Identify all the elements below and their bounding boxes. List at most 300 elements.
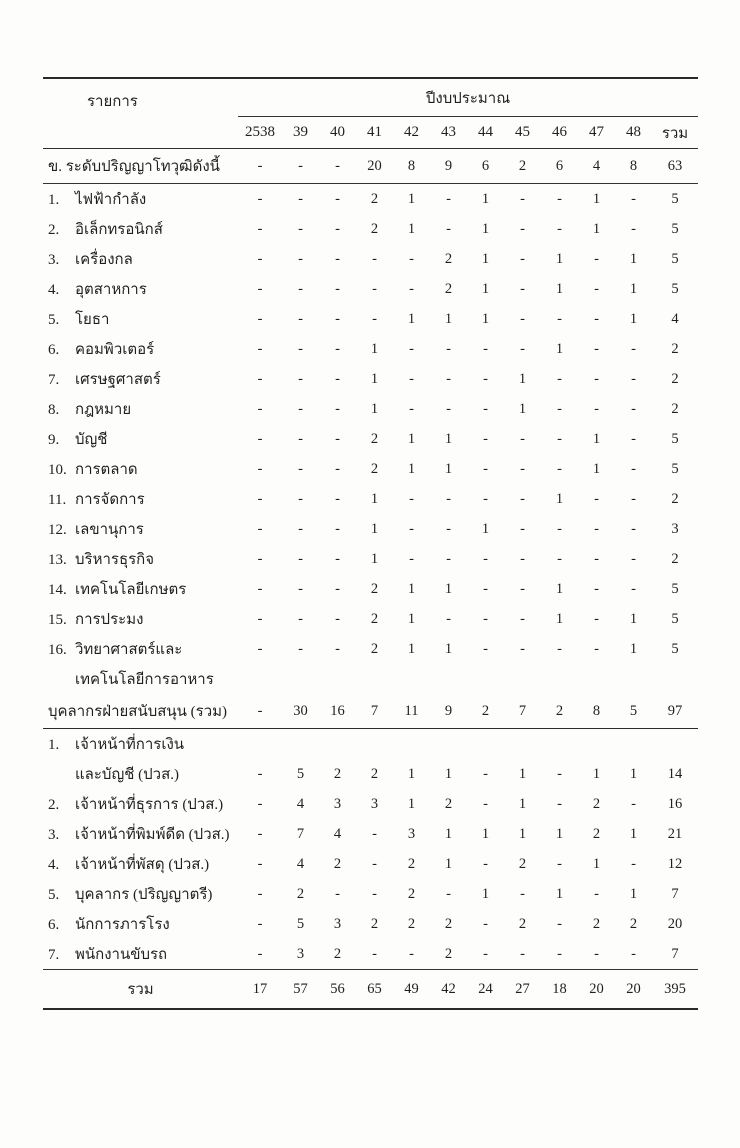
row-label bbox=[43, 274, 238, 304]
value-cell: 2 bbox=[592, 825, 601, 842]
value-cell: 8 bbox=[393, 149, 430, 184]
value-cell: - bbox=[409, 370, 414, 387]
value-cell: - bbox=[483, 370, 488, 387]
value-cell: 7 bbox=[296, 825, 305, 842]
value-cell: 2 bbox=[407, 915, 416, 932]
row-number: 16. bbox=[48, 642, 67, 658]
row-name: เลขานุการ bbox=[75, 522, 144, 538]
value-cell bbox=[238, 729, 282, 760]
value-cell: - bbox=[520, 280, 525, 297]
group-row bbox=[43, 694, 698, 729]
value-cell: - bbox=[520, 610, 525, 627]
value-cell: 5 bbox=[671, 460, 679, 477]
value-cell: - bbox=[298, 400, 303, 417]
value-cell: 7 bbox=[356, 694, 393, 729]
table-row bbox=[43, 849, 698, 879]
value-cell: - bbox=[631, 520, 636, 537]
value-cell: - bbox=[372, 945, 377, 962]
value-cell: 6 bbox=[541, 149, 578, 184]
value-cell: 2 bbox=[370, 190, 379, 207]
row-number: 3. bbox=[48, 252, 60, 268]
value-cell: 1 bbox=[629, 280, 638, 297]
row-number: 13. bbox=[48, 552, 67, 568]
value-cell: - bbox=[409, 490, 414, 507]
row-name: คอมพิวเตอร์ bbox=[75, 342, 155, 358]
value-cell: - bbox=[257, 430, 263, 447]
value-cell: 2 bbox=[629, 915, 638, 932]
value-cell bbox=[430, 664, 467, 694]
value-cell: 7 bbox=[671, 885, 679, 902]
row-name: บัญชี bbox=[75, 432, 108, 448]
value-cell: - bbox=[372, 855, 377, 872]
value-cell: 1 bbox=[407, 430, 416, 447]
value-cell bbox=[238, 664, 282, 694]
value-cell: - bbox=[335, 400, 340, 417]
value-cell: - bbox=[631, 430, 636, 447]
value-cell: 2 bbox=[444, 280, 453, 297]
value-cell: - bbox=[483, 640, 488, 657]
table-row bbox=[43, 574, 698, 604]
value-cell: - bbox=[335, 460, 340, 477]
value-cell: - bbox=[594, 250, 599, 267]
value-cell: 2 bbox=[518, 855, 527, 872]
value-cell: - bbox=[409, 550, 414, 567]
row-name: ข. ระดับปริญญาโทวุฒิดังนี้ bbox=[48, 159, 220, 175]
value-cell bbox=[430, 729, 467, 760]
value-cell: 4 bbox=[296, 855, 305, 872]
row-name: เศรษฐศาสตร์ bbox=[75, 372, 161, 388]
row-label bbox=[43, 819, 238, 849]
value-cell: - bbox=[594, 280, 599, 297]
value-cell: - bbox=[257, 765, 263, 782]
value-cell: - bbox=[520, 430, 525, 447]
value-cell: 11 bbox=[393, 694, 430, 729]
value-cell: 2 bbox=[296, 885, 305, 902]
value-cell: 2 bbox=[370, 430, 379, 447]
value-cell: 1 bbox=[370, 550, 379, 567]
row-label: และบัญชี (ปวส.) bbox=[75, 767, 179, 783]
row-name: ไฟฟ้ากำลัง bbox=[75, 192, 147, 208]
row-number: 1. bbox=[48, 192, 60, 208]
value-cell: - bbox=[257, 490, 263, 507]
value-cell: - bbox=[257, 310, 263, 327]
value-cell: 1 bbox=[481, 190, 490, 207]
value-cell: - bbox=[520, 550, 525, 567]
value-cell: - bbox=[557, 640, 562, 657]
column-header-year-2538: 2538 bbox=[238, 117, 282, 149]
row-name: วิทยาศาสตร์และ bbox=[75, 642, 183, 658]
value-cell: 1 bbox=[481, 280, 490, 297]
value-cell: 1 bbox=[592, 220, 601, 237]
total-value-cell: 18 bbox=[541, 970, 578, 1010]
row-name: เจ้าหน้าที่การเงิน bbox=[75, 737, 185, 753]
row-name: บุคลากร (ปริญญาตรี) bbox=[75, 887, 213, 903]
value-cell: - bbox=[257, 340, 263, 357]
row-number: 12. bbox=[48, 522, 67, 538]
value-cell: - bbox=[520, 250, 525, 267]
value-cell: 5 bbox=[671, 430, 679, 447]
value-cell: - bbox=[520, 220, 525, 237]
value-cell: - bbox=[483, 430, 488, 447]
value-cell: 2 bbox=[370, 915, 379, 932]
value-cell: - bbox=[319, 149, 356, 184]
value-cell: - bbox=[520, 340, 525, 357]
table-body bbox=[43, 149, 698, 970]
value-cell: 1 bbox=[592, 190, 601, 207]
value-cell: - bbox=[557, 855, 562, 872]
column-header-year-group: ปีงบประมาณ bbox=[238, 78, 698, 117]
value-cell: - bbox=[557, 220, 562, 237]
value-cell: - bbox=[446, 520, 451, 537]
value-cell: 2 bbox=[592, 795, 601, 812]
value-cell: - bbox=[257, 280, 263, 297]
value-cell: - bbox=[631, 945, 636, 962]
value-cell: 21 bbox=[667, 825, 683, 842]
total-label: รวม bbox=[43, 970, 238, 1010]
value-cell: 1 bbox=[370, 520, 379, 537]
row-label bbox=[43, 244, 238, 274]
value-cell: 3 bbox=[370, 795, 379, 812]
value-cell: 1 bbox=[370, 340, 379, 357]
table-header bbox=[43, 78, 698, 149]
value-cell: 1 bbox=[481, 520, 490, 537]
value-cell: 1 bbox=[629, 885, 638, 902]
value-cell: 1 bbox=[555, 885, 564, 902]
row-label bbox=[43, 364, 238, 394]
value-cell: 1 bbox=[555, 340, 564, 357]
value-cell bbox=[467, 664, 504, 694]
value-cell: - bbox=[257, 795, 263, 812]
value-cell: - bbox=[257, 915, 263, 932]
table-row bbox=[43, 214, 698, 244]
value-cell: - bbox=[520, 945, 525, 962]
value-cell: 7 bbox=[671, 945, 679, 962]
value-cell: 5 bbox=[671, 190, 679, 207]
column-header-year-39: 39 bbox=[282, 117, 319, 149]
value-cell: 1 bbox=[629, 250, 638, 267]
value-cell: 3 bbox=[296, 945, 305, 962]
row-label bbox=[43, 694, 238, 729]
value-cell: - bbox=[483, 855, 488, 872]
value-cell: - bbox=[238, 149, 282, 184]
row-name: เจ้าหน้าที่พัสดุ (ปวส.) bbox=[75, 857, 210, 873]
row-number: 15. bbox=[48, 612, 67, 628]
value-cell: 1 bbox=[555, 825, 564, 842]
row-label bbox=[43, 304, 238, 334]
value-cell: 2 bbox=[444, 250, 453, 267]
table-row bbox=[43, 544, 698, 574]
value-cell: 4 bbox=[671, 310, 679, 327]
value-cell: - bbox=[372, 280, 377, 297]
value-cell bbox=[615, 664, 652, 694]
row-label bbox=[43, 514, 238, 544]
column-header-year-42: 42 bbox=[393, 117, 430, 149]
total-value-cell: 20 bbox=[615, 970, 652, 1010]
value-cell: 1 bbox=[592, 460, 601, 477]
value-cell: 1 bbox=[555, 580, 564, 597]
value-cell: - bbox=[298, 370, 303, 387]
value-cell: - bbox=[557, 460, 562, 477]
row-name: เจ้าหน้าที่พิมพ์ดีด (ปวส.) bbox=[75, 827, 230, 843]
value-cell: - bbox=[446, 885, 451, 902]
row-label bbox=[43, 909, 238, 939]
value-cell: - bbox=[446, 610, 451, 627]
value-cell: 2 bbox=[671, 490, 679, 507]
value-cell: 2 bbox=[504, 149, 541, 184]
value-cell: - bbox=[257, 460, 263, 477]
value-cell: - bbox=[557, 190, 562, 207]
total-value-cell: 49 bbox=[393, 970, 430, 1010]
value-cell: 2 bbox=[541, 694, 578, 729]
column-header-year-43: 43 bbox=[430, 117, 467, 149]
value-cell: - bbox=[631, 340, 636, 357]
value-cell: 1 bbox=[481, 220, 490, 237]
table-row bbox=[43, 364, 698, 394]
row-label bbox=[43, 394, 238, 424]
row-number: 5. bbox=[48, 887, 60, 903]
column-header-year-รวม: รวม bbox=[652, 117, 698, 149]
row-label bbox=[43, 939, 238, 970]
value-cell: 5 bbox=[296, 915, 305, 932]
value-cell: - bbox=[631, 190, 636, 207]
value-cell: - bbox=[631, 550, 636, 567]
table-row bbox=[43, 514, 698, 544]
value-cell: - bbox=[520, 580, 525, 597]
row-number: 9. bbox=[48, 432, 60, 448]
value-cell: 1 bbox=[407, 310, 416, 327]
value-cell: - bbox=[298, 520, 303, 537]
value-cell: - bbox=[257, 825, 263, 842]
value-cell: 2 bbox=[370, 640, 379, 657]
table-row bbox=[43, 604, 698, 634]
row-name: เจ้าหน้าที่ธุรการ (ปวส.) bbox=[75, 797, 224, 813]
row-number: 8. bbox=[48, 402, 60, 418]
value-cell: 97 bbox=[652, 694, 698, 729]
table-row bbox=[43, 879, 698, 909]
column-header-year-41: 41 bbox=[356, 117, 393, 149]
value-cell: 5 bbox=[671, 640, 679, 657]
value-cell bbox=[282, 664, 319, 694]
value-cell: - bbox=[557, 520, 562, 537]
row-number: 10. bbox=[48, 462, 67, 478]
value-cell: - bbox=[257, 190, 263, 207]
table-row bbox=[43, 664, 698, 694]
value-cell: 1 bbox=[592, 765, 601, 782]
value-cell: - bbox=[257, 640, 263, 657]
column-header-year-47: 47 bbox=[578, 117, 615, 149]
table-row bbox=[43, 819, 698, 849]
value-cell: 2 bbox=[407, 855, 416, 872]
value-cell: 5 bbox=[671, 250, 679, 267]
value-cell: - bbox=[409, 400, 414, 417]
value-cell bbox=[393, 664, 430, 694]
table-row bbox=[43, 454, 698, 484]
value-cell bbox=[282, 729, 319, 760]
value-cell: - bbox=[298, 430, 303, 447]
row-label bbox=[43, 879, 238, 909]
value-cell bbox=[393, 729, 430, 760]
row-label bbox=[43, 789, 238, 819]
value-cell: 1 bbox=[481, 885, 490, 902]
value-cell: 5 bbox=[671, 280, 679, 297]
value-cell: 1 bbox=[518, 825, 527, 842]
value-cell: - bbox=[483, 340, 488, 357]
value-cell: 2 bbox=[333, 765, 342, 782]
value-cell: - bbox=[557, 430, 562, 447]
column-header-year-48: 48 bbox=[615, 117, 652, 149]
table-row bbox=[43, 939, 698, 970]
row-label bbox=[43, 849, 238, 879]
total-value-cell: 42 bbox=[430, 970, 467, 1010]
value-cell: - bbox=[409, 280, 414, 297]
value-cell: - bbox=[257, 250, 263, 267]
value-cell: - bbox=[557, 945, 562, 962]
row-label bbox=[43, 544, 238, 574]
value-cell: - bbox=[594, 885, 599, 902]
column-header-year-46: 46 bbox=[541, 117, 578, 149]
row-number: 14. bbox=[48, 582, 67, 598]
value-cell: - bbox=[520, 190, 525, 207]
value-cell bbox=[578, 664, 615, 694]
table-row bbox=[43, 244, 698, 274]
value-cell: 7 bbox=[504, 694, 541, 729]
group-row bbox=[43, 149, 698, 184]
value-cell: - bbox=[335, 550, 340, 567]
value-cell: - bbox=[335, 280, 340, 297]
value-cell: - bbox=[483, 945, 488, 962]
value-cell: 1 bbox=[370, 490, 379, 507]
value-cell: - bbox=[594, 310, 599, 327]
value-cell: - bbox=[238, 694, 282, 729]
total-value-cell: 17 bbox=[238, 970, 282, 1010]
value-cell: 9 bbox=[430, 149, 467, 184]
value-cell: 1 bbox=[444, 430, 453, 447]
value-cell: - bbox=[335, 310, 340, 327]
value-cell: 2 bbox=[370, 610, 379, 627]
value-cell: - bbox=[594, 340, 599, 357]
row-label bbox=[43, 454, 238, 484]
row-name: การประมง bbox=[75, 612, 144, 628]
value-cell: 5 bbox=[615, 694, 652, 729]
value-cell bbox=[467, 729, 504, 760]
value-cell: - bbox=[446, 370, 451, 387]
value-cell: - bbox=[520, 640, 525, 657]
row-label bbox=[43, 484, 238, 514]
table-row bbox=[43, 394, 698, 424]
value-cell: - bbox=[483, 915, 488, 932]
value-cell: 1 bbox=[518, 400, 527, 417]
value-cell: - bbox=[335, 490, 340, 507]
table-row bbox=[43, 789, 698, 819]
value-cell: - bbox=[298, 460, 303, 477]
table-footer bbox=[43, 970, 698, 1010]
value-cell: - bbox=[335, 580, 340, 597]
row-name: อิเล็กทรอนิกส์ bbox=[75, 222, 163, 238]
value-cell: 5 bbox=[296, 765, 305, 782]
value-cell bbox=[319, 729, 356, 760]
total-value-cell: 395 bbox=[652, 970, 698, 1010]
value-cell: - bbox=[298, 550, 303, 567]
value-cell: - bbox=[594, 640, 599, 657]
value-cell: - bbox=[446, 550, 451, 567]
value-cell: 1 bbox=[407, 765, 416, 782]
value-cell: - bbox=[298, 190, 303, 207]
row-label bbox=[43, 149, 238, 184]
value-cell: - bbox=[298, 280, 303, 297]
value-cell: - bbox=[335, 220, 340, 237]
row-name: พนักงานขับรถ bbox=[75, 947, 168, 963]
value-cell: 1 bbox=[407, 580, 416, 597]
value-cell: - bbox=[372, 310, 377, 327]
row-name: โยธา bbox=[75, 312, 110, 328]
value-cell: - bbox=[631, 370, 636, 387]
value-cell: - bbox=[594, 520, 599, 537]
value-cell: - bbox=[257, 520, 263, 537]
value-cell: 1 bbox=[629, 765, 638, 782]
value-cell bbox=[652, 664, 698, 694]
value-cell: - bbox=[298, 250, 303, 267]
value-cell: 2 bbox=[592, 915, 601, 932]
value-cell: - bbox=[372, 825, 377, 842]
value-cell: - bbox=[631, 400, 636, 417]
row-number: 4. bbox=[48, 857, 60, 873]
value-cell: - bbox=[631, 490, 636, 507]
value-cell: - bbox=[372, 885, 377, 902]
value-cell: - bbox=[594, 945, 599, 962]
value-cell: 3 bbox=[333, 915, 342, 932]
value-cell: 3 bbox=[671, 520, 679, 537]
value-cell: - bbox=[631, 855, 636, 872]
value-cell: - bbox=[557, 795, 562, 812]
value-cell: 1 bbox=[481, 250, 490, 267]
table-row bbox=[43, 274, 698, 304]
value-cell: 2 bbox=[370, 460, 379, 477]
value-cell: - bbox=[446, 340, 451, 357]
value-cell: - bbox=[520, 490, 525, 507]
table-row bbox=[43, 304, 698, 334]
value-cell: - bbox=[446, 400, 451, 417]
value-cell: - bbox=[335, 430, 340, 447]
row-name: การจัดการ bbox=[75, 492, 145, 508]
value-cell: - bbox=[257, 610, 263, 627]
table-row bbox=[43, 909, 698, 939]
value-cell: - bbox=[520, 460, 525, 477]
total-value-cell: 65 bbox=[356, 970, 393, 1010]
value-cell: 1 bbox=[444, 640, 453, 657]
row-label: เทคโนโลยีการอาหาร bbox=[75, 672, 214, 688]
value-cell: 5 bbox=[671, 610, 679, 627]
value-cell: - bbox=[298, 220, 303, 237]
row-number: 4. bbox=[48, 282, 60, 298]
value-cell: 1 bbox=[555, 250, 564, 267]
value-cell: 1 bbox=[407, 610, 416, 627]
value-cell bbox=[504, 664, 541, 694]
row-number: 2. bbox=[48, 797, 60, 813]
value-cell bbox=[615, 729, 652, 760]
value-cell: - bbox=[631, 460, 636, 477]
value-cell: - bbox=[483, 765, 488, 782]
value-cell: - bbox=[557, 915, 562, 932]
value-cell: 2 bbox=[671, 400, 679, 417]
row-number: 7. bbox=[48, 372, 60, 388]
value-cell: - bbox=[446, 490, 451, 507]
value-cell: 1 bbox=[370, 370, 379, 387]
value-cell: 16 bbox=[319, 694, 356, 729]
value-cell: - bbox=[446, 190, 451, 207]
value-cell: - bbox=[446, 220, 451, 237]
value-cell: 1 bbox=[444, 825, 453, 842]
row-label bbox=[43, 424, 238, 454]
